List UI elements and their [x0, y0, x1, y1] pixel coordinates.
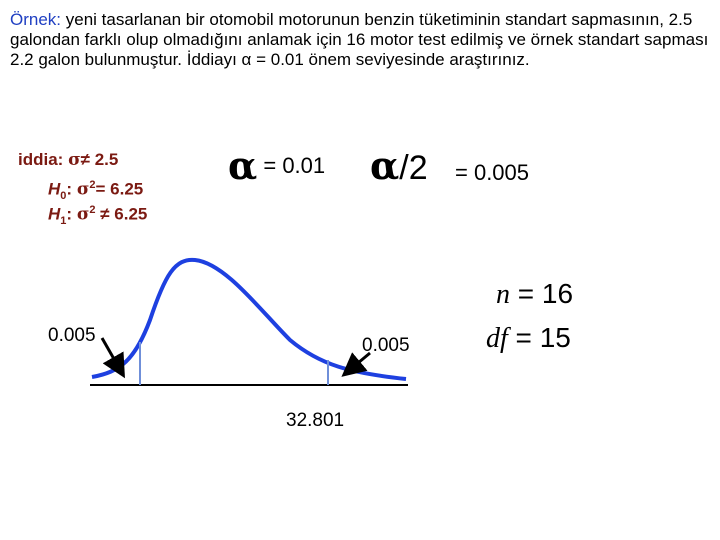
- claim-neq: ≠: [80, 150, 90, 169]
- h1-equation: ≠ 6.25: [100, 204, 148, 224]
- h1-letter: H: [48, 204, 61, 224]
- alpha-value: = 0.01: [257, 153, 326, 178]
- example-label: Örnek:: [10, 10, 62, 29]
- h0-letter: H: [48, 179, 61, 199]
- h0-subscript: 0: [60, 190, 67, 203]
- distribution-plot: [80, 240, 430, 390]
- df-value: = 15: [507, 322, 571, 353]
- alpha-symbol: α: [228, 143, 258, 188]
- n-symbol: n: [496, 279, 510, 310]
- problem-statement: [10, 10, 710, 70]
- alpha-half-slash: /2: [399, 149, 428, 187]
- claim-sigma: σ: [68, 150, 81, 170]
- alpha-line: [228, 143, 325, 188]
- h0-equation: = 6.25: [95, 179, 144, 199]
- claim-line: [18, 150, 118, 170]
- degrees-of-freedom: [486, 322, 571, 355]
- h1-sigma: σ: [76, 204, 90, 225]
- h0-sigma: σ: [76, 179, 90, 200]
- alpha-half-symbol: α: [370, 143, 400, 188]
- claim-label: iddia:: [18, 150, 64, 169]
- claim-value: 2.5: [94, 150, 119, 169]
- alpha-half: [370, 143, 428, 188]
- problem-text: yeni tasarlanan bir otomobil motorunun benzin tüketiminin standart sapmasının, 2.5 galondan farklı olup olmadığını anlamak için 16 motor test edilmiş ve örnek standart sapması 2.2 galon bulunmuştur. İddiayı α = 0.01 önem seviyesinde araştırınız.: [10, 10, 709, 69]
- critical-value-label: 32.801: [286, 410, 345, 431]
- sample-size: [496, 278, 573, 311]
- h1-superscript: 2: [89, 204, 96, 216]
- h0-colon: :: [66, 179, 73, 199]
- h1-colon: :: [66, 204, 73, 224]
- left-tail-arrow: [102, 338, 122, 373]
- n-value: = 16: [510, 278, 574, 309]
- left-tail-label: 0.005: [48, 325, 96, 346]
- df-symbol: df: [486, 323, 508, 354]
- h0-superscript: 2: [89, 179, 96, 191]
- alpha-half-value: = 0.005: [455, 160, 530, 185]
- right-tail-label: 0.005: [362, 335, 410, 356]
- alt-hypothesis: [48, 200, 147, 231]
- h1-subscript: 1: [60, 215, 67, 228]
